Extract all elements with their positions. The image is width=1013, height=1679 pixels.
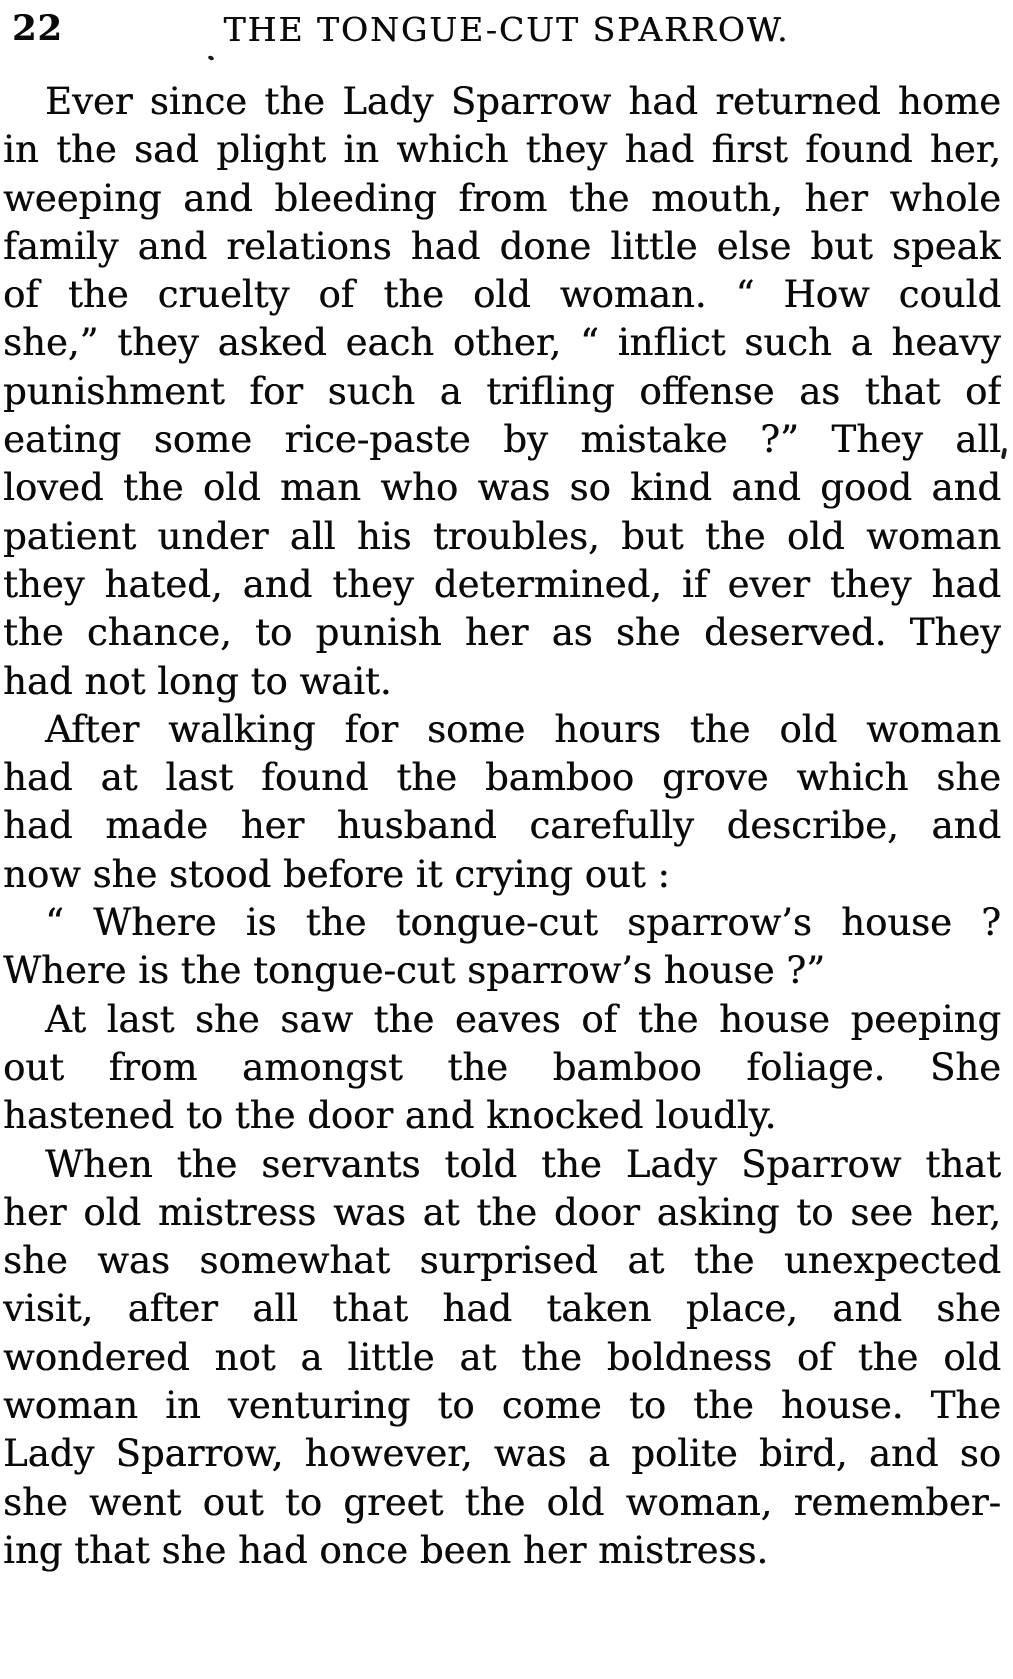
text-line: the chance, to punish her as she deserved. They: [3, 611, 1001, 655]
text-line: weeping and bleeding from the mouth, her whole: [3, 176, 1001, 220]
text-line: had made her husband carefully describe, and: [3, 804, 1001, 848]
text-line: her old mistress was at the door asking to see her,: [3, 1190, 1001, 1234]
text-line: “ Where is the tongue-cut sparrow’s house ?: [45, 901, 1001, 945]
text-line: When the servants told the Lady Sparrow that: [45, 1142, 1001, 1186]
text-line: eating some rice-paste by mistake ?” They all: [3, 418, 1001, 462]
text-line: now she stood before it crying out :: [3, 852, 670, 896]
text-line: loved the old man who was so kind and good and: [3, 466, 1001, 510]
text-line: had at last found the bamboo grove which she: [3, 756, 1001, 800]
scan-speck: [1001, 448, 1007, 460]
text-line: family and relations had done little else but speak: [3, 224, 1001, 268]
page-number: 22: [12, 8, 63, 49]
text-line: of the cruelty of the old woman. “ How could: [3, 273, 1001, 317]
page-header: [0, 6, 1013, 66]
text-line: hastened to the door and knocked loudly.: [3, 1094, 777, 1138]
text-line: in the sad plight in which they had first found her,: [3, 128, 1001, 172]
text-line: she was somewhat surprised at the unexpected: [3, 1239, 1001, 1283]
text-line: At last she saw the eaves of the house peeping: [45, 997, 1001, 1041]
text-line: they hated, and they determined, if ever they had: [3, 562, 1001, 606]
text-line: ing that she had once been her mistress.: [3, 1528, 769, 1572]
text-line: woman in venturing to come to the house. The: [3, 1384, 1001, 1428]
text-line: visit, after all that had taken place, and she: [3, 1287, 1001, 1331]
text-line: punishment for such a trifling offense as that of: [3, 369, 1001, 413]
text-line: she,” they asked each other, “ inflict such a heavy: [3, 321, 1001, 365]
text-line: wondered not a little at the boldness of the old: [3, 1335, 1001, 1379]
running-title: THE TONGUE-CUT SPARROW.: [223, 10, 790, 49]
page-text: [3, 78, 1001, 1575]
text-line: After walking for some hours the old woman: [45, 707, 1001, 751]
text-line: Lady Sparrow, however, was a polite bird, and so: [3, 1432, 1001, 1476]
text-line: patient under all his troubles, but the old woman: [3, 514, 1001, 558]
text-line: she went out to greet the old woman, remember-: [3, 1480, 1001, 1524]
text-line: Where is the tongue-cut sparrow’s house ?”: [3, 949, 826, 993]
text-line: out from amongst the bamboo foliage. She: [3, 1045, 1001, 1089]
text-line: Ever since the Lady Sparrow had returned home: [45, 80, 1001, 123]
text-line: had not long to wait.: [3, 659, 392, 703]
